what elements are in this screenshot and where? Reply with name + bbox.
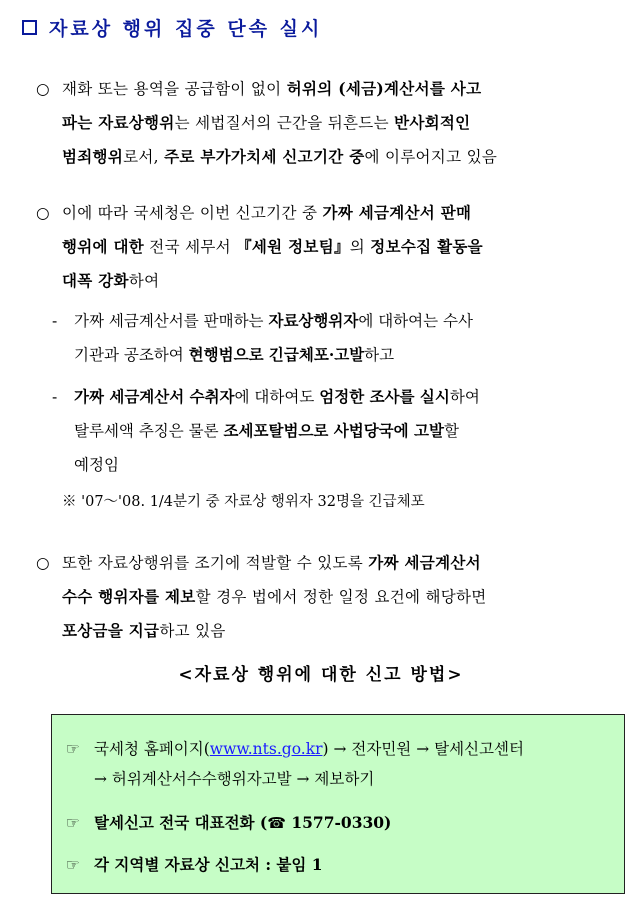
text-span: 에 이루어지고 있음: [364, 148, 498, 166]
bold-span: 행위에 대한: [62, 237, 145, 256]
text-span: 탈세신고 전국 대표전화 (: [94, 813, 268, 832]
checkbox-square-icon: [22, 20, 37, 35]
dash-marker: -: [52, 312, 58, 330]
bold-span: 『세원 정보팀』: [236, 237, 350, 256]
bold-span: 포상금을 지급: [62, 621, 160, 640]
bold-span: 허위의 (세금)계산서를 사고: [286, 79, 482, 98]
paragraph-1: [36, 72, 626, 174]
bullet-circle-icon: ○: [36, 204, 50, 222]
text-span: 전국 세무서: [144, 238, 237, 256]
section-title-text: 자료상 행위 집중 단속 실시: [49, 17, 323, 40]
dash-item-2-line-3: [52, 448, 626, 482]
text-span: 하고 있음: [159, 622, 226, 640]
text-span: 의: [349, 238, 371, 256]
report-method-heading: <자료상 행위에 대한 신고 방법>: [178, 665, 464, 685]
text-span: 는 세법질서의 근간을 뒤흔드는: [174, 114, 395, 132]
bold-span: 파는 자료상행위: [62, 113, 175, 132]
text-span: 예정임: [74, 456, 119, 474]
report-row-website: [66, 737, 524, 759]
bullet-circle-icon: ○: [36, 80, 50, 98]
text-span: 하여: [449, 388, 480, 406]
paragraph-2-line-2: [36, 230, 626, 264]
bold-span: 가짜 세금계산서: [368, 553, 481, 572]
phone-number: 1577-0330): [285, 813, 392, 832]
bold-span: 주로 부가가치세 신고기간 중: [164, 147, 365, 166]
text-span: 이에 따라 국세청은 이번 신고기간 중: [62, 204, 323, 222]
text-span: 할: [443, 422, 459, 440]
text-span: 에 대하여도: [234, 388, 320, 406]
text-span: 또한 자료상행위를 조기에 적발할 수 있도록: [62, 554, 369, 572]
bold-span: 현행범으로 긴급체포·고발: [188, 345, 365, 364]
text-span: 국세청 홈페이지(: [94, 740, 210, 758]
bold-span: 정보수집 활동을: [370, 237, 483, 256]
dash-item-1-line-1: [52, 304, 626, 338]
bold-span: 자료상행위자: [268, 311, 359, 330]
dash-marker: -: [52, 388, 58, 406]
text-span: 각 지역별 자료상 신고처 : 붙임 1: [94, 855, 323, 874]
text-span: 재화 또는 용역을 공급함이 없이: [62, 80, 287, 98]
text-span: ) → 전자민원 → 탈세신고센터: [322, 740, 524, 758]
dash-item-1-line-2: [52, 338, 626, 372]
dash-item-2: [52, 380, 626, 482]
bold-span: 반사회적인: [394, 113, 471, 132]
bold-span: 범죄행위: [62, 147, 124, 166]
text-span: 할 경우 법에서 정한 일정 요건에 해당하면: [195, 588, 487, 606]
text-span: 가짜 세금계산서를 판매하는: [74, 312, 269, 330]
bold-span: 수수 행위자를 제보: [62, 587, 196, 606]
text-span: 기관과 공조하여: [74, 346, 189, 364]
pointing-hand-icon: ☞: [66, 856, 80, 874]
text-span: 하고: [364, 346, 395, 364]
paragraph-2: [36, 196, 626, 298]
paragraph-3-line-3: [36, 614, 626, 648]
paragraph-3: [36, 546, 626, 648]
report-row-phone: [66, 811, 391, 833]
paragraph-3-line-2: [36, 580, 626, 614]
report-row-regional: [66, 853, 323, 875]
pointing-hand-icon: ☞: [66, 740, 80, 758]
text-span: 탈루세액 추징은 물론: [74, 422, 224, 440]
text-span: 로서,: [123, 148, 165, 166]
paragraph-3-line-1: [36, 546, 626, 580]
paragraph-2-line-1: [36, 196, 626, 230]
dash-item-2-line-1: [52, 380, 626, 414]
bold-span: 조세포탈범으로 사법당국에 고발: [223, 421, 444, 440]
text-span: 하여: [128, 272, 160, 290]
bold-span: 가짜 세금계산서 판매: [322, 203, 472, 222]
telephone-icon: ☎: [267, 814, 286, 832]
report-row-website-path: → 허위계산서수수행위자고발 → 제보하기: [94, 770, 375, 788]
text-span: 에 대하여는 수사: [358, 312, 473, 330]
bold-span: 엄정한 조사를 실시: [319, 387, 450, 406]
bullet-circle-icon: ○: [36, 554, 50, 572]
bold-span: 대폭 강화: [62, 271, 129, 290]
footnote: ※ '07～'08. 1/4분기 중 자료상 행위자 32명을 긴급체포: [62, 494, 425, 510]
dash-item-2-line-2: [52, 414, 626, 448]
section-title: [22, 12, 322, 42]
bold-span: 가짜 세금계산서 수취자: [74, 387, 235, 406]
paragraph-1-line-3: [36, 140, 626, 174]
report-method-box: [51, 714, 625, 894]
pointing-hand-icon: ☞: [66, 814, 80, 832]
paragraph-1-line-1: [36, 72, 626, 106]
paragraph-1-line-2: [36, 106, 626, 140]
nts-website-link[interactable]: www.nts.go.kr: [209, 740, 323, 758]
dash-item-1: [52, 304, 626, 372]
paragraph-2-line-3: [36, 264, 626, 298]
